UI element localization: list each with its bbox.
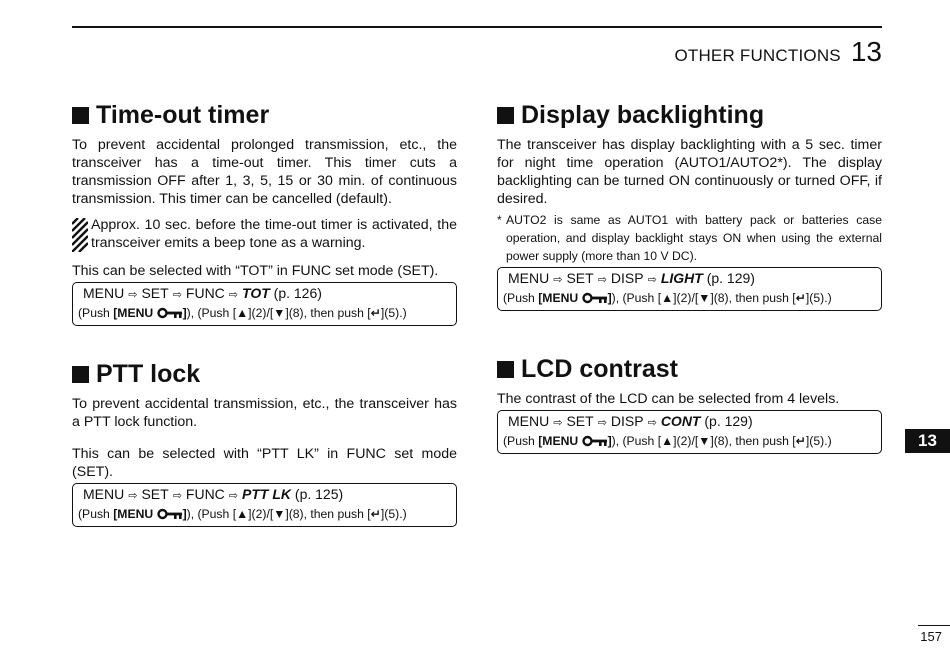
arrow-right-icon: ⇨ (228, 289, 239, 301)
menu-path: MENU ⇨ SET ⇨ FUNC ⇨ PTT LK (p. 125) (81, 485, 448, 505)
arrow-right-icon: ⇨ (553, 417, 563, 429)
arrow-right-icon: ⇨ (597, 417, 607, 429)
chapter-header (674, 36, 882, 68)
footnote-text: AUTO2 is same as AUTO1 with battery pack or batteries case operation, and display backlight stays ON when using the external power supply (more than 10 V DC). (506, 213, 882, 263)
top-rule (72, 26, 882, 28)
section-heading: Time-out timer (72, 98, 457, 132)
arrow-right-icon: ⇨ (128, 490, 138, 502)
chapter-side-tab: 13 (905, 429, 950, 453)
heading-square-icon (497, 361, 514, 378)
heading-square-icon (72, 107, 89, 124)
arrow-right-icon: ⇨ (647, 417, 657, 429)
section-heading: Display backlighting (497, 98, 882, 132)
menu-path-box (497, 410, 882, 454)
menu-path: MENU ⇨ SET ⇨ DISP ⇨ LIGHT (p. 129) (506, 269, 873, 289)
select-text: This can be selected with “TOT” in FUNC set mode (SET). (72, 263, 439, 279)
select-text: This can be selected with “PTT LK” in FUNC set mode (SET). (72, 446, 457, 480)
bottom-rule (918, 625, 950, 626)
push-instruction: (Push [MENU ]), (Push [▲](2)/[▼](8), then push [↵](5).) (78, 507, 407, 521)
menu-path-box (72, 483, 457, 527)
note-text: Approx. 10 sec. before the time-out timer is activated, the transceiver emits a beep tone as a warning. (91, 217, 457, 251)
page-number: 157 (920, 629, 942, 644)
heading-square-icon (497, 107, 514, 124)
left-column (72, 98, 457, 527)
section-body: The contrast of the LCD can be selected from 4 levels. (497, 391, 840, 407)
arrow-right-icon: ⇨ (647, 274, 657, 286)
section-timeout (72, 98, 457, 326)
section-body: To prevent accidental prolonged transmission, etc., the transceiver has a time-out timer. This timer cuts a transmission OFF after 1, 3, 5, 15 or 30 min. of continuous transmission. This timer can be cancelled (default). (72, 137, 457, 207)
push-instruction: (Push [MENU ]), (Push [▲](2)/[▼](8), then push [↵](5).) (78, 306, 407, 320)
section-ptt-lock (72, 357, 457, 527)
section-heading: LCD contrast (497, 352, 882, 386)
right-column (497, 98, 882, 454)
footnote (497, 211, 882, 265)
arrow-right-icon: ⇨ (128, 289, 138, 301)
heading-square-icon (72, 366, 89, 383)
chapter-number: 13 (850, 36, 882, 67)
menu-path-box (497, 267, 882, 311)
chapter-title: OTHER FUNCTIONS (674, 46, 841, 65)
push-instruction: (Push [MENU ]), (Push [▲](2)/[▼](8), then push [↵](5).) (503, 291, 832, 305)
menu-path: MENU ⇨ SET ⇨ DISP ⇨ CONT (p. 129) (506, 412, 873, 432)
key-icon (157, 508, 183, 520)
section-body: The transceiver has display backlighting with a 5 sec. timer for night time operation (AUTO1/AUTO2*). The display backlighting can be turned ON continuously or turned OFF, if desired. (497, 137, 882, 207)
arrow-right-icon: ⇨ (553, 274, 563, 286)
arrow-right-icon: ⇨ (228, 490, 239, 502)
arrow-right-icon: ⇨ (172, 289, 182, 301)
key-icon (582, 435, 608, 447)
arrow-right-icon: ⇨ (172, 490, 182, 502)
section-heading: PTT lock (72, 357, 457, 391)
arrow-right-icon: ⇨ (597, 274, 607, 286)
note-block (72, 216, 457, 252)
key-icon (582, 292, 608, 304)
section-body: To prevent accidental transmission, etc., the transceiver has a PTT lock function. (72, 396, 457, 430)
menu-path-box (72, 282, 457, 326)
push-instruction: (Push [MENU ]), (Push [▲](2)/[▼](8), then push [↵](5).) (503, 434, 832, 448)
note-hatch-icon (72, 218, 88, 252)
key-icon (157, 307, 183, 319)
menu-path: MENU ⇨ SET ⇨ FUNC ⇨ TOT (p. 126) (81, 284, 448, 304)
footnote-mark: * (497, 213, 502, 227)
section-backlighting (497, 98, 882, 311)
section-lcd-contrast (497, 352, 882, 454)
